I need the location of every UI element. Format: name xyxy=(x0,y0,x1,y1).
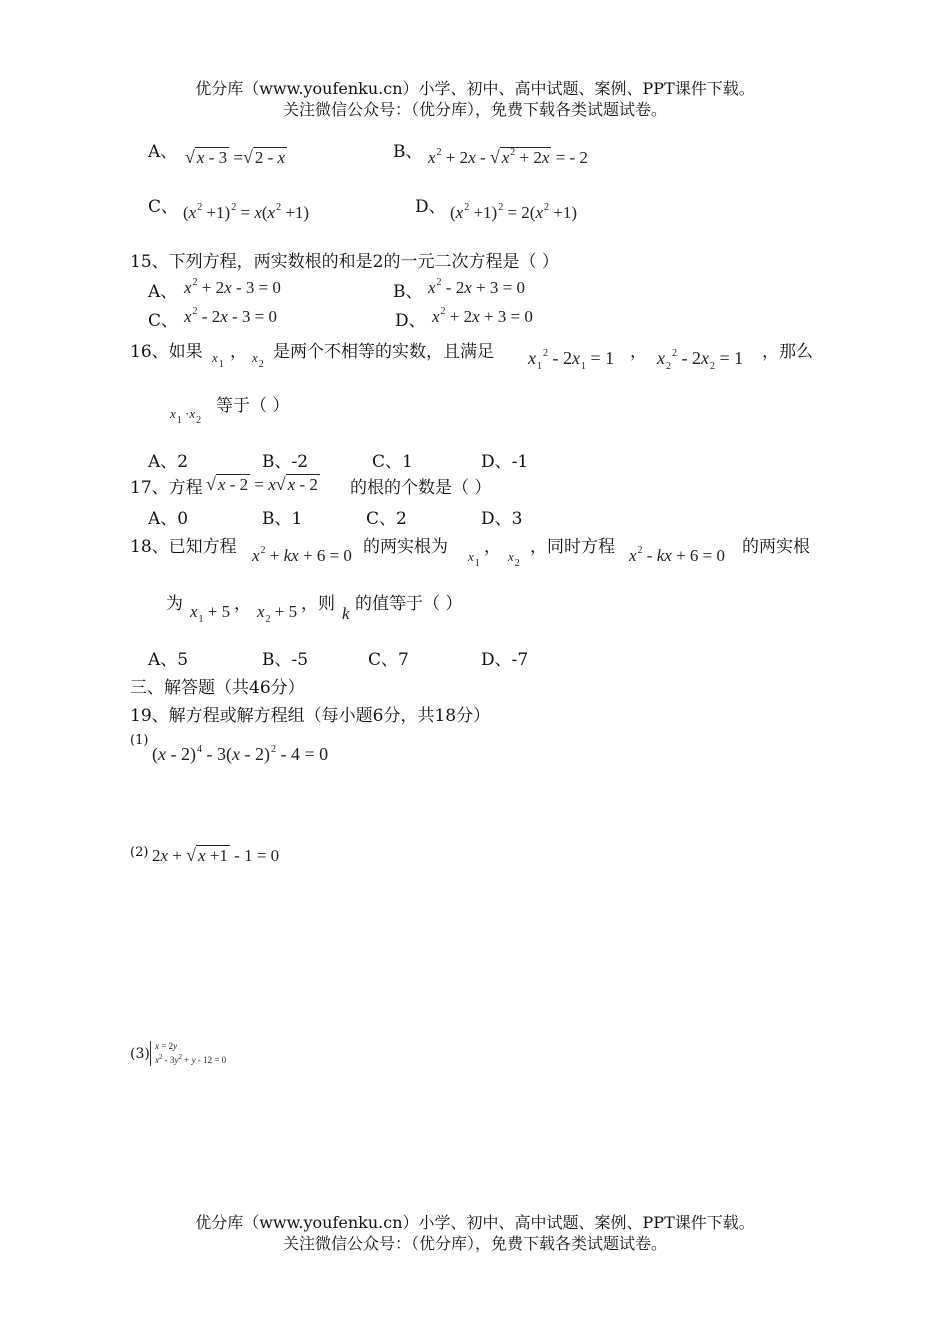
q19-stem: 19、解方程或解方程组（每小题6分，共18分） xyxy=(130,706,491,726)
q18-comma-1: ， xyxy=(484,537,501,557)
header-line-1: 优分库（www.youfenku.cn）小学、初中、高中试题、案例、PPT课件下载。 xyxy=(195,79,755,98)
q19-part-3-number: (3) xyxy=(130,1046,150,1062)
q18-option-a: A、5 xyxy=(148,650,189,670)
q16-text-1: 16、如果 xyxy=(130,342,203,362)
q15-option-b-formula: $x^2 - 2x + 3 = 0$ xyxy=(428,277,525,297)
q14-option-a-label: A、 xyxy=(148,142,178,162)
q18-text-5: 为 xyxy=(166,594,183,614)
q18-text-1: 18、已知方程 xyxy=(130,537,237,557)
q16-x2: $x_2$ xyxy=(252,350,264,370)
q15-option-d-label: D、 xyxy=(395,311,426,331)
q16-text-4: 等于（ ） xyxy=(216,396,290,416)
q14-option-c-label: C、 xyxy=(148,197,179,217)
q18-x2: $x_2$ xyxy=(508,549,520,569)
q16-option-b: B、-2 xyxy=(262,452,309,472)
q16-condition-1: $x_1^2 - 2x_1 = 1$ xyxy=(528,348,615,372)
q15-option-c-label: C、 xyxy=(148,311,179,331)
q18-text-6: ，则 xyxy=(301,594,335,614)
q15-option-a-formula: $x^2 + 2x - 3 = 0$ xyxy=(184,277,281,297)
q16-text-3: ，那么 xyxy=(762,342,813,362)
q16-option-d: D、-1 xyxy=(481,452,529,472)
q15-option-a-label: A、 xyxy=(148,282,178,302)
q17-option-a: A、0 xyxy=(148,509,189,529)
section-3-title: 三、解答题（共46分） xyxy=(130,678,305,698)
q15-stem: 15、下列方程，两实数根的和是2的一元二次方程是（ ） xyxy=(130,252,559,272)
q16-x1: $x_1$ xyxy=(212,350,224,370)
q18-equation-1: $x^2$ + kx + 6 = 0 xyxy=(252,545,352,565)
q18-equation-2: $x^2$ - kx + 6 = 0 xyxy=(629,545,725,565)
q16-text-2: 是两个不相等的实数，且满足 xyxy=(273,342,494,362)
q19-part-1-equation: (x - 2)$^4$ - 3(x - 2)$^2$ - 4 = 0 xyxy=(152,744,329,764)
q16-comma-1: ， xyxy=(230,342,247,362)
q17-option-d: D、3 xyxy=(481,509,523,529)
q18-root-1: $x_1 + 5$ xyxy=(190,602,231,625)
q18-x1: $x_1$ xyxy=(468,549,480,569)
q19-part-3-system: x = 2y $x^2 - 3y^2 + y - 12 = 0$ xyxy=(150,1041,226,1066)
q18-option-c: C、7 xyxy=(368,650,409,670)
q15-option-b-label: B、 xyxy=(393,282,423,302)
q17-option-b: B、1 xyxy=(262,509,303,529)
q18-option-b: B、-5 xyxy=(262,650,309,670)
q14-option-a-formula: √ x - 3 =√ 2 - x xyxy=(185,147,286,167)
q17-text-1: 17、方程 xyxy=(130,478,203,498)
q16-option-c: C、1 xyxy=(372,452,413,472)
q19-part-2-equation: 2x + √ x +1 - 1 = 0 xyxy=(152,845,280,865)
q19-part-2-number: (2) xyxy=(130,845,149,860)
q14-option-b-label: B、 xyxy=(393,142,423,162)
header-line-2: 关注微信公众号：（优分库），免费下载各类试题试卷。 xyxy=(282,100,667,119)
q18-text-2: 的两实根为 xyxy=(363,537,448,557)
q16-condition-2: $x_2^2 - 2x_2 = 1$ xyxy=(657,348,744,372)
q17-equation: √ x - 2 = x√ x - 2 xyxy=(206,474,318,494)
q17-text-2: 的根的个数是（ ） xyxy=(350,478,492,498)
footer-line-2: 关注微信公众号：（优分库），免费下载各类试题试卷。 xyxy=(282,1234,667,1253)
q18-root-2: $x_2 + 5$ xyxy=(257,602,298,625)
q18-text-4: 的两实根 xyxy=(742,537,810,557)
q14-option-d-label: D、 xyxy=(415,197,446,217)
q15-option-d-formula: $x^2 + 2x + 3 = 0$ xyxy=(432,306,533,326)
q14-option-b-formula: $x^2 + 2x$ - √ $x^2 + 2x$ = - 2 xyxy=(428,147,588,167)
q19-part-1-number: (1) xyxy=(130,733,149,748)
q14-option-c-formula: $(x^2 +1)^2 = x(x^2 +1)$ xyxy=(183,202,310,222)
q18-text-7: 的值等于（ ） xyxy=(355,594,463,614)
q15-option-c-formula: $x^2 - 2x - 3 = 0$ xyxy=(184,306,278,326)
q18-text-3: ，同时方程 xyxy=(530,537,615,557)
q16-comma-2: ， xyxy=(630,342,647,362)
q14-option-d-formula: $(x^2 +1)^2 = 2(x^2 +1)$ xyxy=(450,202,578,222)
q18-k: k xyxy=(342,604,350,623)
q16-product: $x_1 \cdot x_2$ xyxy=(170,406,202,426)
q17-option-c: C、2 xyxy=(366,509,407,529)
q18-comma-2: ， xyxy=(234,594,251,614)
q18-option-d: D、-7 xyxy=(481,650,529,670)
footer-line-1: 优分库（www.youfenku.cn）小学、初中、高中试题、案例、PPT课件下载。 xyxy=(195,1213,755,1232)
q16-option-a: A、2 xyxy=(148,452,189,472)
